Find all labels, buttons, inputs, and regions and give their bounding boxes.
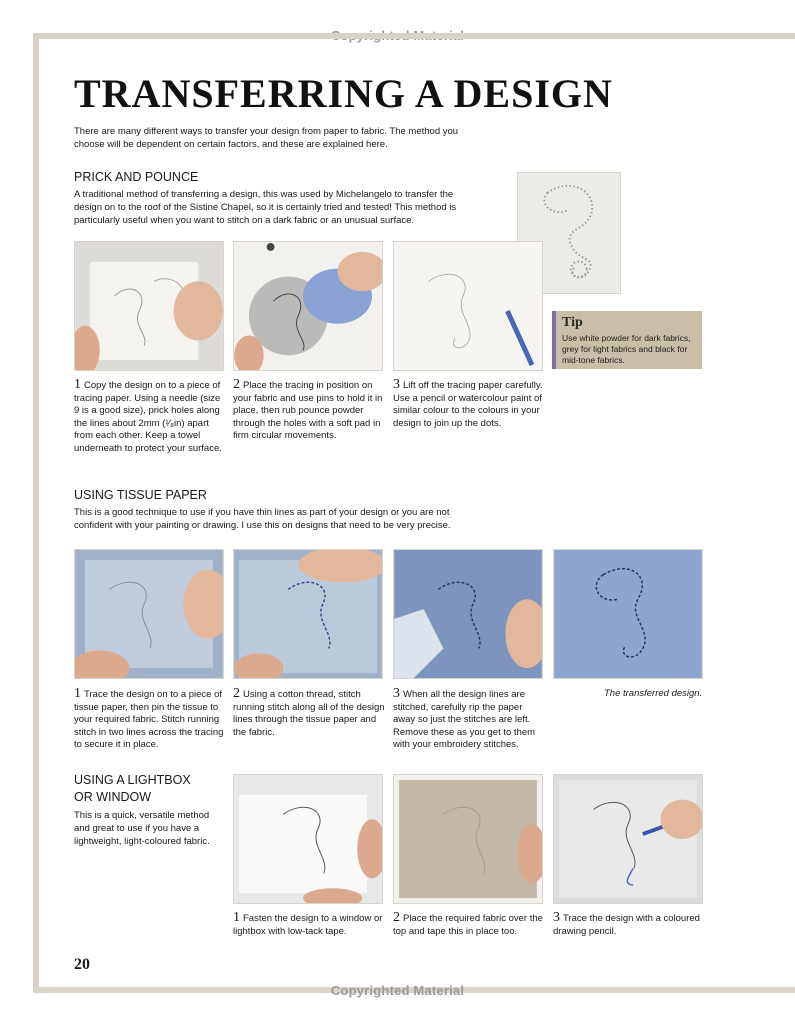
step-number: 2 xyxy=(233,686,240,701)
tissue-step-3 xyxy=(393,688,545,752)
photo-tissue-result xyxy=(553,549,703,679)
photo-tissue-step-3 xyxy=(393,549,543,679)
page-number: 20 xyxy=(74,956,90,973)
section-heading-lightbox-2: OR WINDOW xyxy=(74,790,152,804)
page-title: TRANSFERRING A DESIGN xyxy=(74,71,613,116)
step-text: Using a cotton thread, stitch running stitch along all of the design lines through the tissue paper and the fabric. xyxy=(233,689,385,738)
tip-text: Use white powder for dark fabrics, grey for light fabrics and black for mid-tone fabrics. xyxy=(562,333,691,365)
prick-step-1 xyxy=(74,379,226,456)
step-number: 3 xyxy=(393,377,400,392)
step-text: Trace the design on to a piece of tissue paper, then pin the tissue to your required fabric. Stitch running stitch in two lines across the tracing to secure it in place. xyxy=(74,689,224,751)
transferred-caption: The transferred design. xyxy=(604,688,703,699)
prick-step-2 xyxy=(233,379,385,443)
step-text: When all the design lines are stitched, carefully rip the paper away so just the stitches are left. Remove these as you get to them with your embroidery stitches. xyxy=(393,689,536,751)
photo-lightbox-step-1 xyxy=(233,774,383,904)
step-text: Place the required fabric over the top and tape this in place too. xyxy=(393,913,543,937)
step-text: Lift off the tracing paper carefully. Use a pencil or watercolour paint of similar colour to the colours in your design to join up the dots. xyxy=(393,380,543,429)
section-body-prick: A traditional method of transferring a design, this was used by Michelangelo to transfer the design on to the roof of the Sistine Chapel, so it is certainly tried and tested! This method is particularly useful when you want to stitch on a dark fabric or an unusual surface. xyxy=(74,189,457,226)
lightbox-step-3 xyxy=(553,912,705,938)
step-text: Fasten the design to a window or lightbox with low-tack tape. xyxy=(233,913,383,937)
prick-step-3 xyxy=(393,379,545,430)
section-heading-lightbox-1: USING A LIGHTBOX xyxy=(74,773,191,787)
watermark-top: Copyrighted Material xyxy=(330,28,465,43)
step-number: 2 xyxy=(233,377,240,392)
step-number: 3 xyxy=(553,910,560,925)
photo-prick-step-2 xyxy=(233,241,383,371)
step-number: 3 xyxy=(393,686,400,701)
photo-lightbox-step-2 xyxy=(393,774,543,904)
photo-tissue-step-2 xyxy=(233,549,383,679)
step-number: 1 xyxy=(233,910,240,925)
section-heading-tissue: USING TISSUE PAPER xyxy=(74,488,207,502)
step-text: Trace the design with a coloured drawing pencil. xyxy=(553,913,700,937)
step-text: Place the tracing in position on your fabric and use pins to hold it in place, then rub pounce powder through the holes with a soft pad in firm circular movements. xyxy=(233,380,383,442)
tip-box xyxy=(552,311,702,369)
lightbox-step-1 xyxy=(233,912,385,938)
step-text: Copy the design on to a piece of tracing paper. Using a needle (size 9 is a good size), prick holes along the lines about 2mm (¹⁄₈in) apart from each other. Keep a towel underneath to protect your surface. xyxy=(74,380,222,454)
section-body-lightbox: This is a quick, versatile method and great to use if you have a lightweight, light-coloured fabric. xyxy=(74,810,210,847)
section-body-tissue: This is a good technique to use if you have thin lines as part of your design or you are not confident with your painting or drawing. I use this on designs that need to be very precise. xyxy=(74,507,451,531)
photo-lightbox-step-3 xyxy=(553,774,703,904)
photo-tissue-step-1 xyxy=(74,549,224,679)
photo-prick-step-3 xyxy=(393,241,543,371)
lightbox-step-2 xyxy=(393,912,545,938)
watermark-bottom: Copyrighted Material xyxy=(330,983,465,998)
photo-prick-step-1 xyxy=(74,241,224,371)
step-number: 2 xyxy=(393,910,400,925)
tissue-step-1 xyxy=(74,688,226,752)
tissue-step-2 xyxy=(233,688,385,739)
intro-text: There are many different ways to transfer your design from paper to fabric. The method you choose will be dependent on certain factors, and these are explained here. xyxy=(74,126,459,150)
section-heading-prick: PRICK AND POUNCE xyxy=(74,170,199,184)
tip-title: Tip xyxy=(562,315,583,330)
step-number: 1 xyxy=(74,377,81,392)
step-number: 1 xyxy=(74,686,81,701)
